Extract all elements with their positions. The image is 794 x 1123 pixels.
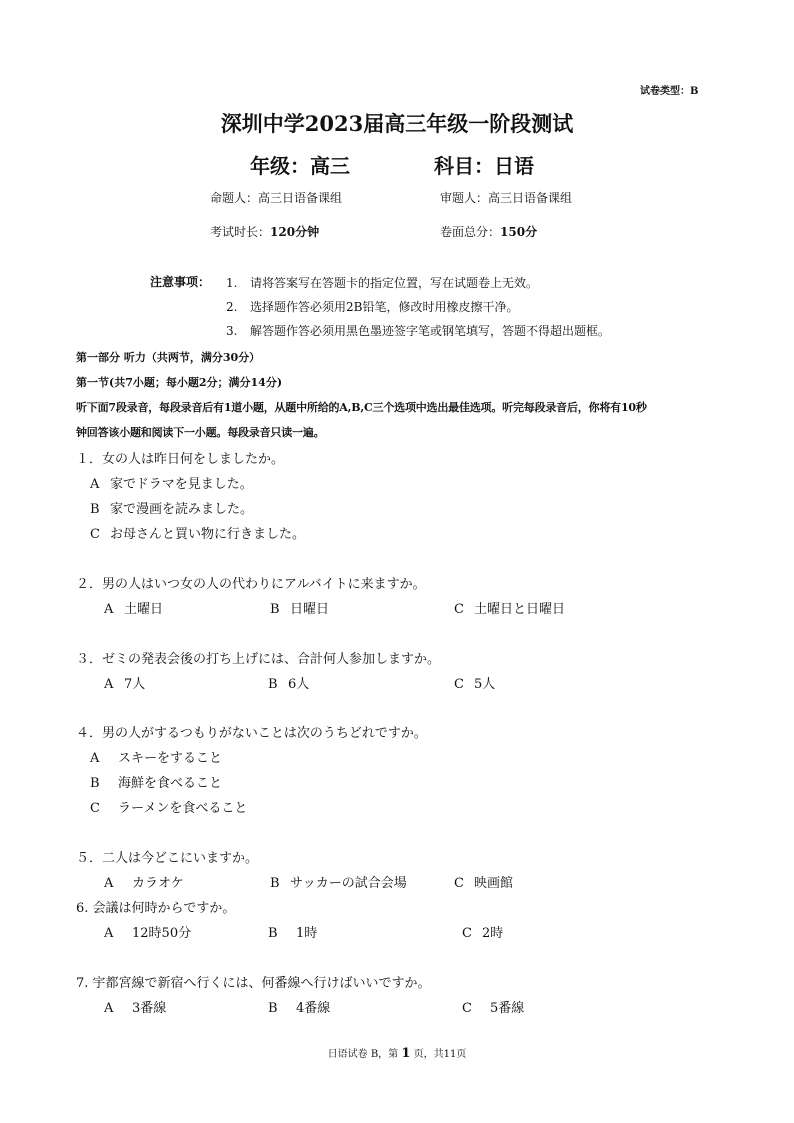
footer-suffix: 页 (456, 1049, 467, 1060)
option-text: 2時 (482, 926, 504, 941)
footer-middle: 页，共 (413, 1049, 444, 1060)
question-2-option-c (454, 598, 565, 617)
question-2-option-a (104, 598, 163, 617)
option-letter: B (268, 926, 278, 941)
reviewer-label: 审题人：高三日语备课组 (440, 191, 573, 205)
footer-prefix: 日语试卷 B，第 (327, 1049, 399, 1060)
option-letter: B (90, 502, 100, 517)
note-number: 2. (226, 300, 238, 314)
paper-type: 试卷类型：B (640, 86, 699, 97)
option-letter: B (90, 776, 100, 791)
option-text: お母さんと買い物に行きました。 (110, 527, 306, 542)
question-6-option-c (462, 922, 503, 941)
notes-label: 注意事项： (150, 275, 211, 289)
note-number: 3. (226, 324, 238, 338)
option-text: 12時50分 (132, 926, 192, 941)
option-letter: A (104, 926, 114, 941)
total-value: 150分 (500, 225, 538, 239)
question-1-option-c (90, 523, 305, 542)
option-text: 3番線 (132, 1001, 167, 1016)
instruction-line-1: 听下面7段录音，每段录音后有1道小题，从题中所给的A,B,C三个选项中选出最佳选项。听完每段录音后，你将有10秒 (76, 401, 647, 414)
duration-info (210, 223, 319, 240)
question-2-stem: ２．男の人はいつ女の人の代わりにアルバイトに来ますか。 (76, 577, 426, 592)
option-letter: C (90, 801, 100, 816)
question-7-option-c (462, 997, 524, 1016)
option-text: 海鮮を食べること (118, 776, 223, 791)
note-number: 1. (226, 276, 238, 290)
note-item (226, 274, 538, 291)
current-page-number: 1 (401, 1046, 411, 1061)
option-letter: B (268, 677, 278, 692)
option-letter: A (104, 677, 114, 692)
note-text: 请将答案写在答题卡的指定位置，写在试题卷上无效。 (250, 276, 539, 290)
section1-heading: 第一节(共7小题；每小题2分；满分14分) (76, 376, 283, 389)
option-text: 4番線 (296, 1001, 331, 1016)
option-letter: B (268, 1001, 278, 1016)
exam-title: 深圳中学2023届高三年级一阶段测试 (220, 111, 574, 136)
duration-value: 120分钟 (270, 225, 320, 239)
option-text: 家で漫画を読みました。 (110, 502, 254, 517)
note-text: 选择题作答必须用2B铅笔，修改时用橡皮擦干净。 (250, 300, 519, 314)
question-4-stem: ４．男の人がするつもりがないことは次のうちどれですか。 (76, 726, 427, 741)
option-letter: C (462, 926, 472, 941)
subject-label: 科目：日语 (434, 154, 534, 178)
question-4-option-b (90, 772, 222, 791)
option-letter: A (90, 477, 100, 492)
option-letter: C (454, 876, 464, 891)
question-1-option-b (90, 498, 253, 517)
question-4-option-a (90, 747, 222, 766)
option-letter: B (270, 602, 280, 617)
question-5-option-b (270, 872, 407, 891)
option-text: 映画館 (474, 876, 514, 891)
option-text: 土曜日 (124, 602, 164, 617)
instruction-line-2: 钟回答该小题和阅读下一小题。每段录音只读一遍。 (76, 426, 325, 439)
question-3-option-b (268, 673, 309, 692)
option-text: サッカーの試合会場 (290, 876, 407, 891)
option-text: 土曜日と日曜日 (474, 602, 566, 617)
question-6-stem: 6. 会議は何時からですか。 (76, 901, 236, 916)
question-1-stem: １．女の人は昨日何をしましたか。 (76, 452, 285, 467)
option-text: カラオケ (132, 876, 184, 891)
total-label: 卷面总分： (440, 225, 501, 239)
note-item (226, 298, 518, 315)
total-score-info (440, 223, 537, 240)
option-text: 1時 (296, 926, 318, 941)
option-letter: A (104, 602, 114, 617)
option-text: スキーをすること (118, 751, 223, 766)
question-3-stem: ３．ゼミの発表会後の打ち上げには、合計何人参加しますか。 (76, 652, 441, 667)
option-letter: A (104, 1001, 114, 1016)
option-letter: B (270, 876, 280, 891)
option-text: 5人 (474, 677, 496, 692)
option-letter: C (90, 527, 100, 542)
option-text: ラーメンを食べること (118, 801, 248, 816)
grade-label: 年级：高三 (250, 154, 350, 178)
question-6-option-b (268, 922, 317, 941)
question-5-option-a (104, 872, 184, 891)
question-2-option-b (270, 598, 329, 617)
option-letter: A (90, 751, 100, 766)
question-7-option-a (104, 997, 166, 1016)
question-3-option-a (104, 673, 145, 692)
question-5-stem: ５．二人は今どこにいますか。 (76, 851, 259, 866)
option-text: 5番線 (490, 1001, 525, 1016)
option-letter: C (462, 1001, 472, 1016)
page-footer (0, 1045, 794, 1061)
part1-heading: 第一部分 听力（共两节，满分30分） (76, 351, 261, 364)
option-text: 家でドラマを見ました。 (110, 477, 253, 492)
question-4-option-c (90, 797, 247, 816)
question-5-option-c (454, 872, 513, 891)
question-6-option-a (104, 922, 191, 941)
option-letter: A (104, 876, 114, 891)
option-letter: C (454, 602, 464, 617)
option-letter: C (454, 677, 464, 692)
option-text: 6人 (288, 677, 310, 692)
total-pages: 11 (443, 1049, 457, 1060)
duration-label: 考试时长： (210, 225, 271, 239)
option-text: 日曜日 (290, 602, 330, 617)
option-text: 7人 (124, 677, 146, 692)
question-7-option-b (268, 997, 330, 1016)
note-item (226, 322, 610, 339)
setter-label: 命题人：高三日语备课组 (210, 191, 343, 205)
note-text: 解答题作答必须用黑色墨迹签字笔或钢笔填写，答题不得超出题框。 (250, 324, 611, 338)
question-3-option-c (454, 673, 495, 692)
question-1-option-a (90, 473, 253, 492)
question-7-stem: 7. 宇都宮線で新宿へ行くには、何番線へ行けばいいですか。 (76, 976, 431, 991)
